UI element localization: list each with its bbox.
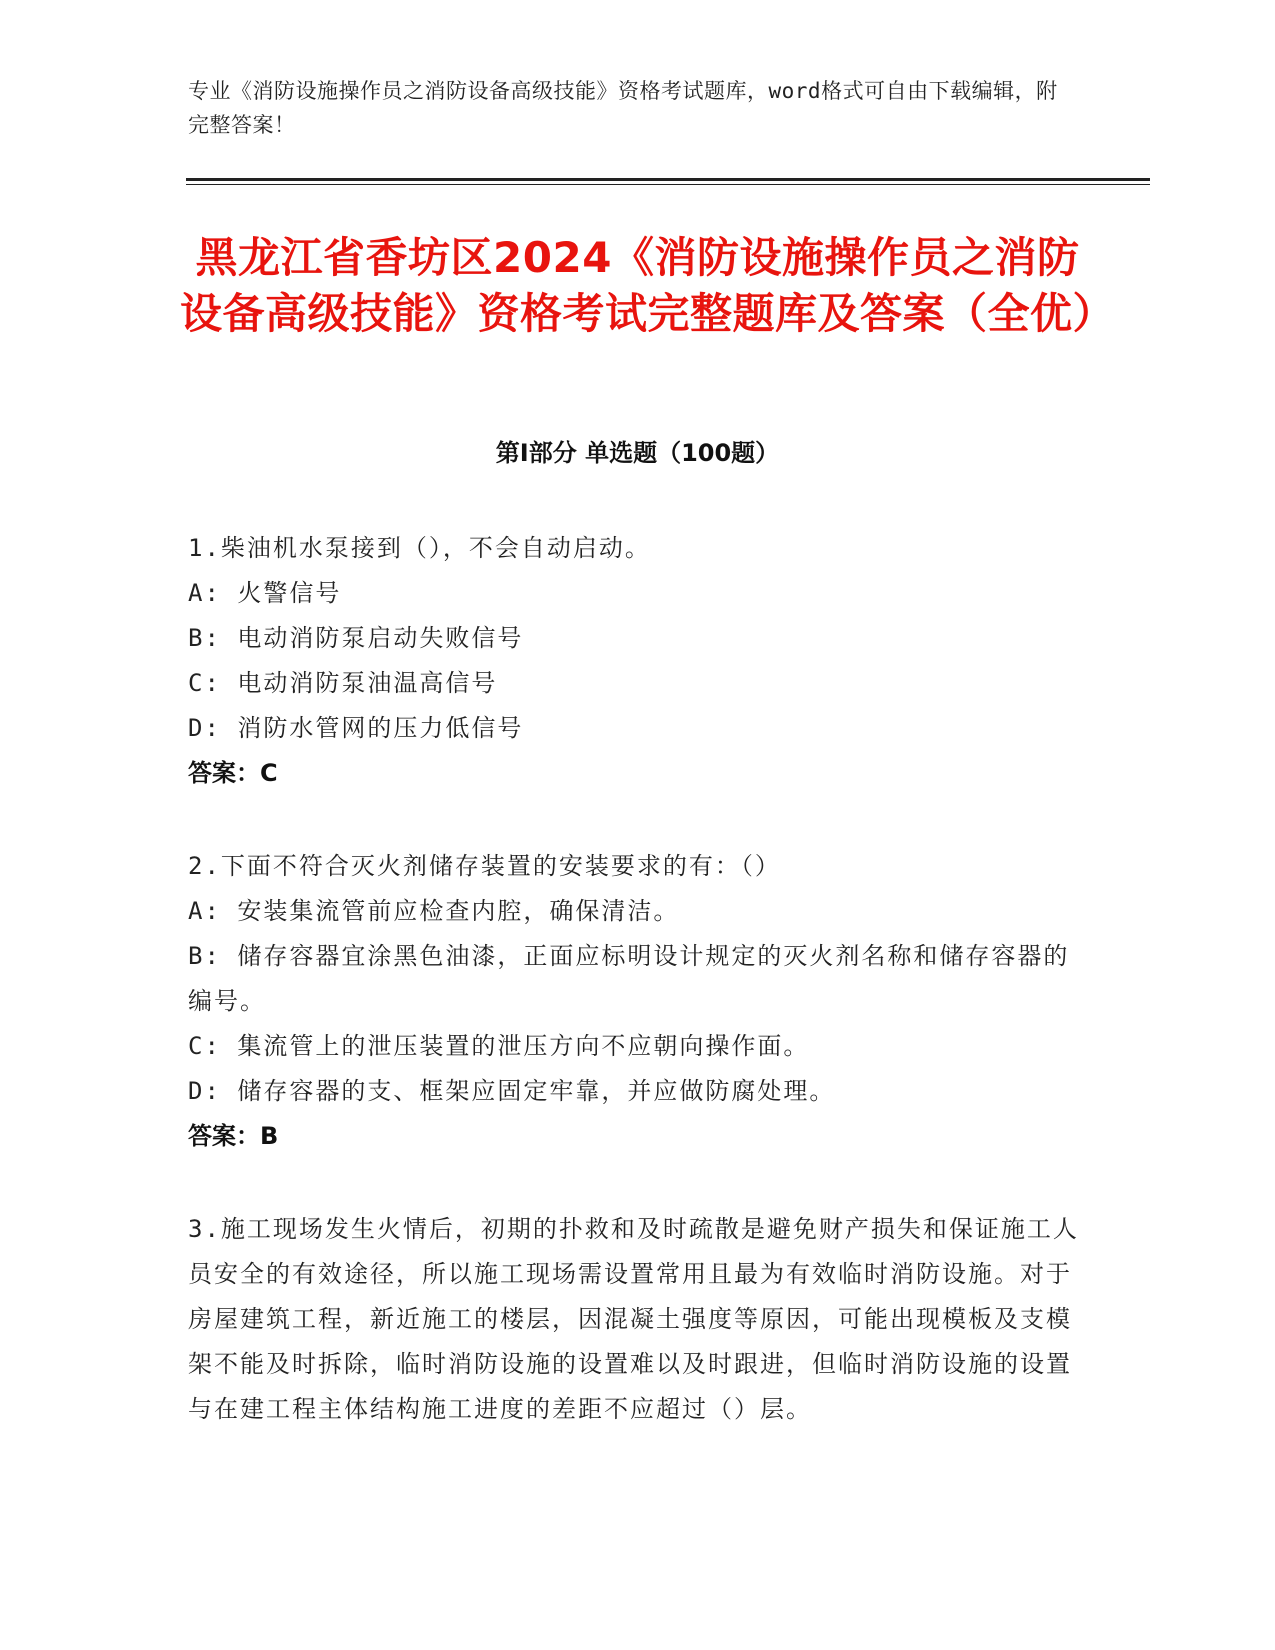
question-spacer [188, 1159, 1088, 1207]
header-note: 专业《消防设施操作员之消防设备高级技能》资格考试题库，word格式可自由下载编辑，附完整答案！ [188, 79, 1058, 137]
question-stem: 3.施工现场发生火情后，初期的扑救和及时疏散是避免财产损失和保证施工人员安全的有效途径，所以施工现场需设置常用且最为有效临时消防设施。对于房屋建筑工程，新近施工的楼层，因混凝土强度等原因，可能出现模板及支模架不能及时拆除，临时消防设施的设置难以及时跟进，但临时消防设施的设置与在建工程主体结构施工进度的差距不应超过（）层。 [188, 1215, 1079, 1423]
option-d: D: 储存容器的支、框架应固定牢靠，并应做防腐处理。 [188, 1077, 836, 1105]
header-divider-thick [186, 178, 1150, 181]
question-stem: 2.下面不符合灭火剂储存装置的安装要求的有：（） [188, 852, 781, 880]
option-c: C: 集流管上的泄压装置的泄压方向不应朝向操作面。 [188, 1032, 810, 1060]
answer-line: 答案：C [188, 759, 278, 787]
option-d: D: 消防水管网的压力低信号 [188, 714, 524, 742]
section-heading: 第I部分 单选题（100题） [495, 439, 780, 467]
question-spacer [188, 796, 1088, 844]
option-a: A: 安装集流管前应检查内腔，确保清洁。 [188, 897, 680, 925]
option-a: A: 火警信号 [188, 579, 342, 607]
question-stem: 1.柴油机水泵接到（），不会自动启动。 [188, 534, 651, 562]
answer-line: 答案：B [188, 1122, 279, 1150]
question-item [188, 844, 1088, 1159]
question-item [188, 526, 1088, 796]
option-c: C: 电动消防泵油温高信号 [188, 669, 498, 697]
document-title: 黑龙江省香坊区2024《消防设施操作员之消防设备高级技能》资格考试完整题库及答案（全优） [180, 233, 1116, 338]
option-b: B: 储存容器宜涂黑色油漆，正面应标明设计规定的灭火剂名称和储存容器的编号。 [188, 942, 1070, 1015]
question-list [188, 526, 1088, 1432]
question-item [188, 1207, 1088, 1432]
header-divider-thin [186, 184, 1150, 185]
option-b: B: 电动消防泵启动失败信号 [188, 624, 524, 652]
